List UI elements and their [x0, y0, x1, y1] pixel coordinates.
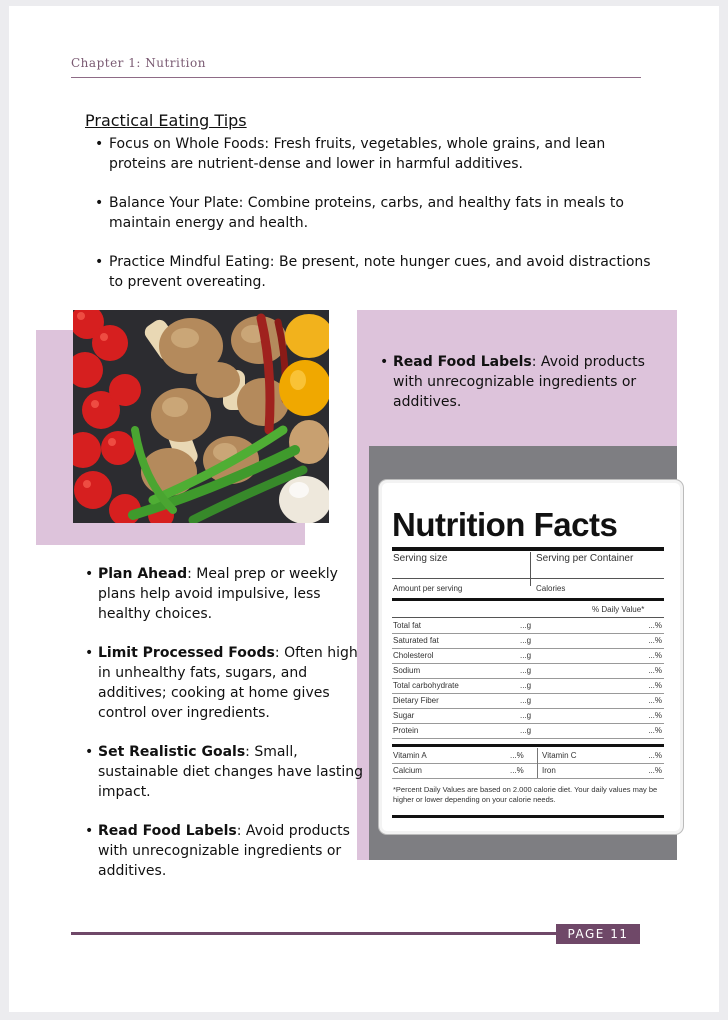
nutrient-amount: ...g [520, 726, 532, 735]
label-rule [392, 578, 664, 579]
vitamin-dv: ...% [648, 751, 662, 760]
list-item: • Practice Mindful Eating: Be present, note hunger cues, and avoid distractions to prevent overeating. [92, 252, 652, 292]
list-item: • Focus on Whole Foods: Fresh fruits, vegetables, whole grains, and lean proteins are nutrient-dense and lower in harmful additives. [92, 134, 652, 174]
serving-per-container-label: Serving per Container [536, 553, 634, 564]
nutrition-facts-title: Nutrition Facts [392, 506, 618, 543]
nutrient-row [392, 678, 664, 694]
vitamin-name: Iron [542, 766, 556, 775]
vegetables-illustration [73, 310, 329, 523]
vitamin-dv: ...% [510, 766, 524, 775]
amount-per-serving-label: Amount per serving [393, 584, 463, 593]
nutrient-dv: ...% [648, 681, 662, 690]
nutrient-row [392, 693, 664, 709]
nutrient-dv: ...% [648, 726, 662, 735]
list-item-text: : Avoid products with unrecognizable ingredients or additives. [393, 354, 645, 410]
vegetables-photo [73, 310, 329, 523]
section-title: Practical Eating Tips [85, 111, 247, 130]
right-tips-list [377, 352, 647, 431]
list-item [82, 742, 367, 802]
nutrient-name: Saturated fat [393, 636, 439, 645]
nutrient-name: Cholesterol [393, 651, 434, 660]
nutrient-row [392, 663, 664, 679]
nutrient-amount: ...g [520, 666, 532, 675]
daily-value-footnote: *Percent Daily Values are based on 2.000 calorie diet. Your daily values may be higher or lower depending on your calorie needs. [393, 785, 658, 804]
nutrient-name: Total fat [393, 621, 422, 630]
daily-value-header: % Daily Value* [592, 605, 645, 614]
vitamin-dv: ...% [510, 751, 524, 760]
nutrient-row [392, 723, 664, 739]
nutrient-row [392, 633, 664, 649]
nutrient-dv: ...% [648, 636, 662, 645]
nutrient-amount: ...g [520, 696, 532, 705]
nutrient-amount: ...g [520, 711, 532, 720]
calories-label: Calories [536, 584, 566, 593]
label-divider [530, 552, 531, 586]
list-item-text: : Avoid products with unrecognizable ingredients or additives. [98, 823, 350, 879]
list-item-bold: Read Food Labels [393, 354, 532, 370]
list-item [377, 352, 647, 412]
list-item-text: : Small, sustainable diet changes have lasting impact. [98, 744, 364, 800]
label-rule [392, 547, 664, 551]
vitamin-row [392, 748, 664, 764]
list-item: • Balance Your Plate: Combine proteins, carbs, and healthy fats in meals to maintain energy and health. [92, 193, 652, 233]
vitamin-name: Vitamin A [393, 751, 427, 760]
nutrient-dv: ...% [648, 711, 662, 720]
nutrient-name: Total carbohydrate [393, 681, 459, 690]
nutrient-row [392, 648, 664, 664]
footer-divider [71, 932, 561, 935]
nutrient-row [392, 618, 664, 634]
list-item-text: : Meal prep or weekly plans help avoid impulsive, less healthy choices. [98, 566, 338, 622]
label-rule [392, 815, 664, 818]
list-item-bold: Plan Ahead [98, 566, 188, 582]
nutrient-dv: ...% [648, 696, 662, 705]
nutrient-name: Protein [393, 726, 419, 735]
label-rule [392, 744, 664, 747]
list-item-bold: Set Realistic Goals [98, 744, 246, 760]
nutrient-name: Sodium [393, 666, 421, 675]
nutrient-row [392, 708, 664, 724]
nutrient-amount: ...g [520, 636, 532, 645]
list-item [82, 821, 367, 881]
nutrient-amount: ...g [520, 681, 532, 690]
serving-size-label: Serving size [393, 553, 448, 564]
vitamin-name: Calcium [393, 766, 422, 775]
page-number-badge: PAGE 11 [556, 924, 640, 944]
nutrient-dv: ...% [648, 651, 662, 660]
vitamin-dv: ...% [648, 766, 662, 775]
nutrient-dv: ...% [648, 666, 662, 675]
tips-list [92, 134, 652, 311]
label-rule [392, 598, 664, 601]
list-item [82, 564, 367, 624]
list-item-bold: Read Food Labels [98, 823, 237, 839]
vitamin-row [392, 763, 664, 779]
list-item-text: : Often high in unhealthy fats, sugars, and additives; cooking at home gives control over ingredients. [98, 645, 358, 721]
vitamin-name: Vitamin C [542, 751, 577, 760]
nutrient-name: Sugar [393, 711, 415, 720]
header-divider [71, 77, 641, 78]
list-item-bold: Limit Processed Foods [98, 645, 275, 661]
nutrient-dv: ...% [648, 621, 662, 630]
left-tips-list [82, 564, 367, 900]
nutrient-amount: ...g [520, 621, 532, 630]
nutrient-name: Dietary Fiber [393, 696, 439, 705]
chapter-header: Chapter 1: Nutrition [71, 56, 206, 70]
label-divider [537, 748, 538, 778]
list-item [82, 643, 367, 723]
nutrient-amount: ...g [520, 651, 532, 660]
